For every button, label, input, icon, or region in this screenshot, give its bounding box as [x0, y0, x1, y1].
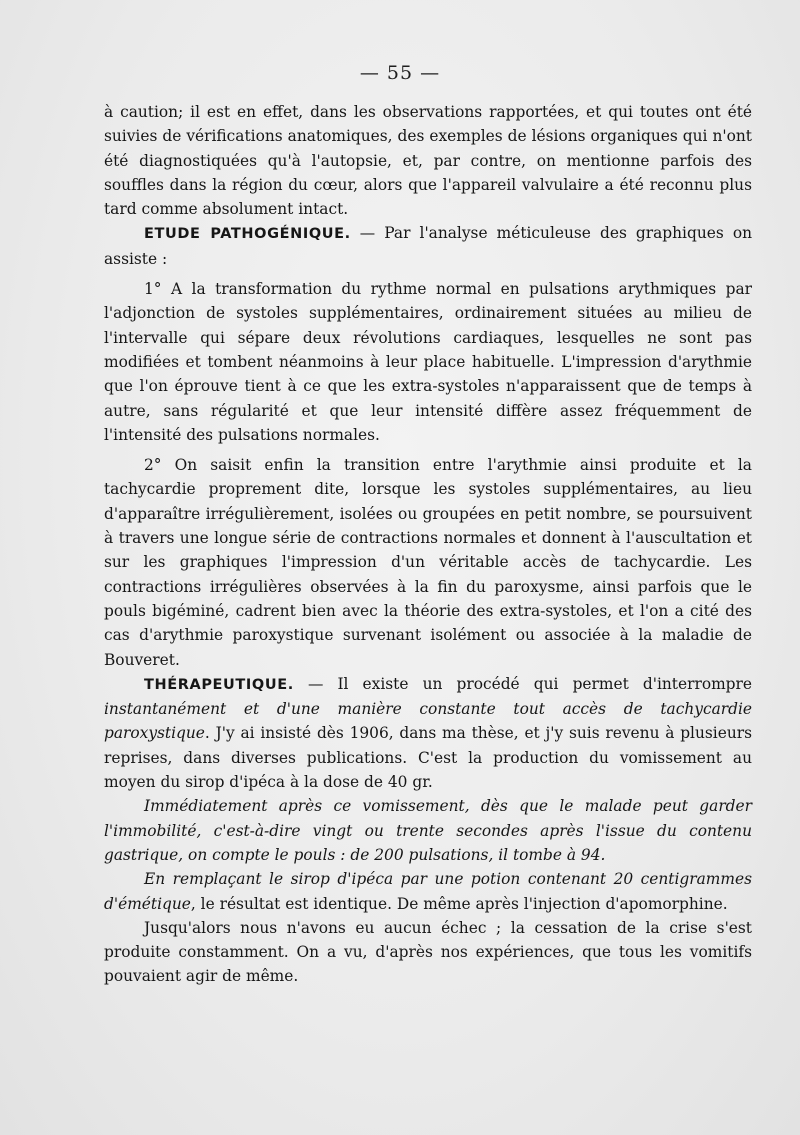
- therap-text-part2: . J'y ai insisté dès 1906, dans ma thèse, et j'y suis revenu à plusieurs reprises, dans diverses publications. C'est la production du vomissement au moyen du sirop d'ipéca à la dose de 40 gr.: [104, 724, 752, 792]
- paragraph-conclusion: Jusqu'alors nous n'avons eu aucun échec ; la cessation de la crise s'est produite constamment. On a vu, d'après nos expériences, que tous les vomitifs pouvaient agir de même.: [104, 918, 752, 986]
- remplacant-italic: En remplaçant le sirop d'ipéca par une potion contenant 20 centigrammes d'émétique: [104, 870, 752, 913]
- page-body: [104, 100, 752, 989]
- remplacant-text: , le résultat est identique. De même après l'injection d'apomorphine.: [190, 894, 728, 913]
- etude-intro-text: — Par l'analyse méticuleuse des graphiques on assiste :: [104, 224, 752, 268]
- therap-italic-emphasis: instantanément et d'une manière constante tout accès de tachycardie paroxystique: [104, 700, 752, 743]
- section-heading-etude: ETUDE PATHOGÉNIQUE.: [144, 226, 351, 243]
- therap-text-part1: — Il existe un procédé qui permet d'interrompre: [293, 674, 752, 693]
- paragraph-immediatement: [104, 794, 752, 867]
- paragraph-etude: [104, 221, 752, 271]
- paragraph-continuation: à caution; il est en effet, dans les observations rapportées, et qui toutes ont été suivies de vérifications anatomiques, des exemples de lésions organiques qui n'ont été diagnostiquées qu'à l'autopsie, et, par contre, on mentionne parfois des souffles dans la région du cœur, alors que l'appareil valvulaire a été reconnu plus tard comme absolument intact.: [104, 103, 752, 219]
- page-number: — 55 —: [359, 62, 441, 84]
- paragraph-therapeutique: [104, 672, 752, 794]
- section-heading-therapeutique: THÉRAPEUTIQUE.: [144, 676, 294, 693]
- paragraph-remplacant: [104, 867, 752, 916]
- immediatement-italic: Immédiatement après ce vomissement, dès que le malade peut garder l'immobilité, c'est-à-dire vingt ou trente secondes après l'issue du contenu gastrique, on compte le pouls : de 200 pulsations, il tombe à 94.: [104, 797, 752, 864]
- paragraph-point-1: 1° A la transformation du rythme normal en pulsations arythmiques par l'adjonction de systoles supplémentaires, ordinairement situées au milieu de l'intervalle qui sépare deux révolutions cardiaques, lesquelles ne sont pas modifiées et tombent néanmoins à leur place habituelle. L'impression d'arythmie que l'on éprouve tient à ce que les extra-systoles n'apparaissent que de temps à autre, sans régularité et que leur intensité diffère assez fréquemment de l'intensité des pulsations normales.: [104, 280, 752, 444]
- paragraph-point-2: 2° On saisit enfin la transition entre l'arythmie ainsi produite et la tachycardie proprement dite, lorsque les systoles supplémentaires, au lieu d'apparaître irrégulièrement, isolées ou groupées en petit nombre, se poursuivent à travers une longue série de contractions normales et donnent à l'auscultation et sur les graphiques l'impression d'un véritable accès de tachycardie. Les contractions irrégulières observées à la fin du paroxysme, ainsi parfois que le pouls bigéminé, cadrent bien avec la théorie des extra-systoles, et l'on a cité des cas d'arythmie paroxystique survenant isolément ou associée à la maladie de Bouveret.: [104, 456, 752, 669]
